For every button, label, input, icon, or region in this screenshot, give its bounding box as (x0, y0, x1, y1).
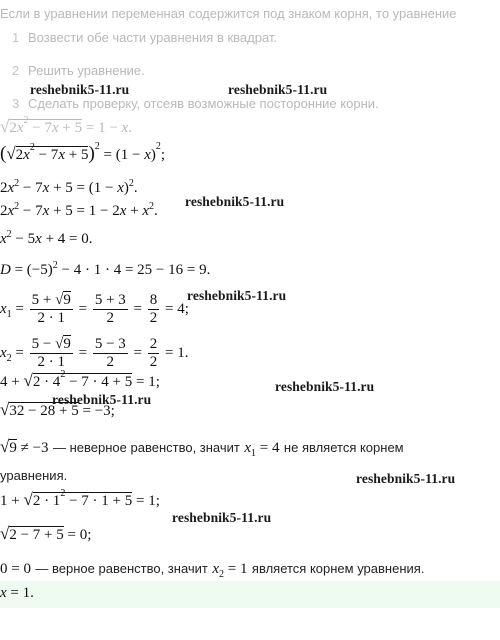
root-x2: $x_2$ = $\frac{5 - √9}{2 \cdot 1}$ = $\frac{5 - 3}{2}$ = $\frac{2}{2}$ = 1. (0, 336, 189, 370)
watermark-3: reshebnik5-11.ru (185, 194, 285, 209)
check1-conclusion: √9 ≠ −3 — неверное равенство, значит $x_1 = 4$ не является корнем (0, 437, 404, 459)
watermark-1: reshebnik5-11.ru (30, 82, 130, 97)
check2-conclusion: 0 = 0 — верное равенство, значит $x_2 = 1$ является корнем уравнения. (0, 561, 425, 580)
check2-text: — верное равенство, значит (35, 561, 208, 576)
discriminant: $D = (-5)^2 - 4 \cdot 1 \cdot 4 = 25 - 16 = 9$. (0, 260, 211, 278)
step-2 (12, 63, 145, 78)
check2-line2: √2 − 7 + 5 = 0; (0, 524, 92, 543)
root-x1: $x_1$ = $\frac{5 + √9}{2 \cdot 1}$ = $\frac{5 + 3}{2}$ = $\frac{8}{2}$ = 4; (0, 292, 189, 326)
check1-text: — неверное равенство, значит (53, 440, 240, 455)
equation-original: $√2x^2 - 7x + 5 = 1 - x$. (0, 115, 132, 136)
equation-line-3: $2x^2 - 7x + 5 = (1 - x)^2$. (0, 178, 138, 196)
step-2-text: Решить уравнение. (28, 63, 145, 78)
step-1-text: Возвести обе части уравнения в квадрат. (28, 30, 278, 45)
check2-line1: $1 + √2 \cdot 1^2 - 7 \cdot 1 + 5 = 1$; (0, 488, 160, 509)
equation-squared: $(√2x^2 - 7x + 5)^2 = (1 - x)^2$; (0, 141, 166, 164)
check1-line2: √32 − 28 + 5 = −3; (0, 400, 115, 419)
step-1-number: 1 (12, 30, 20, 45)
check1-wrap: уравнения. (0, 468, 68, 483)
step-3-number: 3 (12, 96, 20, 111)
step-1 (12, 30, 277, 45)
watermark-4: reshebnik5-11.ru (187, 288, 287, 303)
watermark-2: reshebnik5-11.ru (228, 82, 328, 97)
answer-box (0, 581, 500, 608)
answer: x = 1. (0, 585, 34, 601)
check1-line1: $4 + √2 \cdot 4^2 - 7 \cdot 4 + 5 = 1$; (0, 369, 160, 390)
watermark-6: reshebnik5-11.ru (52, 392, 152, 407)
step-3 (12, 96, 379, 111)
watermark-5: reshebnik5-11.ru (275, 379, 375, 394)
watermark-8: reshebnik5-11.ru (172, 510, 272, 525)
intro-text: Если в уравнении переменная содержится под знаком корня, то уравнение (0, 6, 457, 21)
check1-tail: не является корнем (283, 440, 404, 455)
equation-line-4: $2x^2 - 7x + 5 = 1 - 2x + x^2$. (0, 201, 158, 219)
step-3-text: Сделать проверку, отсеяв возможные посторонние корни. (28, 96, 379, 111)
equation-line-5: $x^2 - 5x + 4 = 0$. (0, 229, 93, 247)
step-2-number: 2 (12, 63, 20, 78)
watermark-7: reshebnik5-11.ru (356, 471, 456, 486)
check2-tail: является корнем уравнения. (251, 561, 425, 576)
